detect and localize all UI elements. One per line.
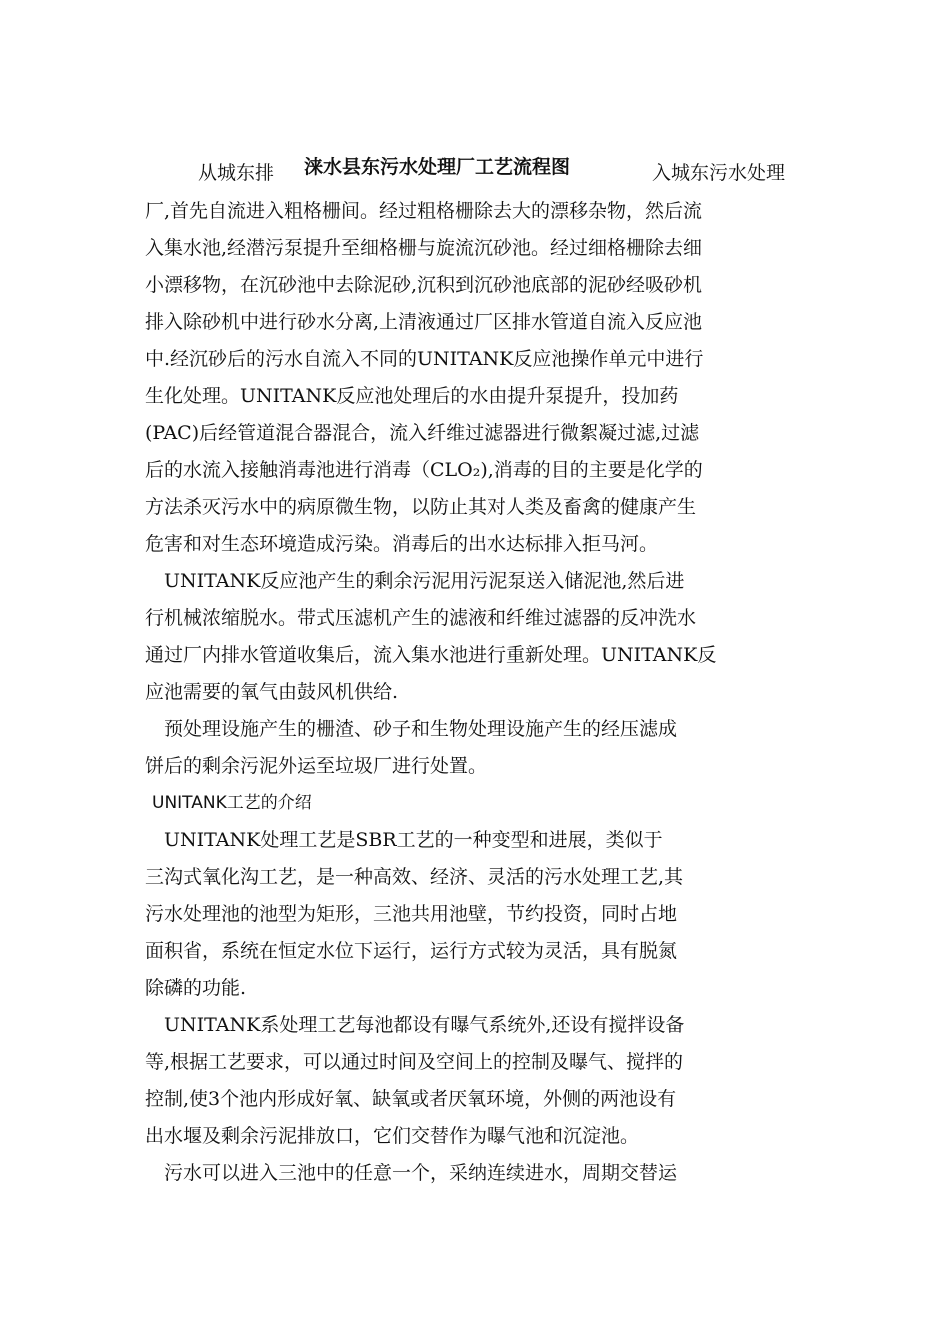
paragraph-line: 面积省，系统在恒定水位下运行，运行方式较为灵活，具有脱氮	[145, 940, 678, 962]
paragraph-line: 污水可以进入三池中的任意一个，采纳连续进水，周期交替运	[145, 1162, 678, 1184]
paragraph-line: 应池需要的氧气由鼓风机供给.	[145, 681, 399, 703]
paragraph-line: UNITANK系处理工艺每池都设有曝气系统外,还设有搅拌设备	[145, 1014, 685, 1036]
paragraph-line: 后的水流入接触消毒池进行消毒（CLO₂),消毒的目的主要是化学的	[145, 459, 703, 481]
first-line-left: 从城东排	[198, 162, 275, 184]
first-line-right: 入城东污水处理	[652, 162, 786, 184]
paragraph-line: 出水堰及剩余污泥排放口，它们交替作为曝气池和沉淀池。	[145, 1125, 640, 1147]
paragraph-line: 行机械浓缩脱水。带式压滤机产生的滤液和纤维过滤器的反冲洗水	[145, 607, 697, 629]
paragraph-line: 厂,首先自流进入粗格栅间。经过粗格栅除去大的漂移杂物，然后流	[145, 200, 703, 222]
paragraph-line: 三沟式氧化沟工艺，是一种高效、经济、灵活的污水处理工艺,其	[145, 866, 684, 888]
paragraph-line: 入集水池,经潜污泵提升至细格栅与旋流沉砂池。经过细格栅除去细	[145, 237, 703, 259]
paragraph-line: 等,根据工艺要求，可以通过时间及空间上的控制及曝气、搅拌的	[145, 1051, 684, 1073]
paragraph-line: 中.经沉砂后的污水自流入不同的UNITANK反应池操作单元中进行	[145, 348, 704, 370]
paragraph-line: 危害和对生态环境造成污染。消毒后的出水达标排入拒马河。	[145, 533, 659, 555]
paragraph-line: 方法杀灭污水中的病原微生物，以防止其对人类及畜禽的健康产生	[145, 496, 697, 518]
paragraph-line: UNITANK反应池产生的剩余污泥用污泥泵送入储泥池,然后进	[145, 570, 685, 592]
paragraph-line: (PAC)后经管道混合器混合，流入纤维过滤器进行微絮凝过滤,过滤	[145, 422, 700, 444]
section-heading: UNITANK工艺的介绍	[152, 793, 312, 813]
paragraph-line: 饼后的剩余污泥外运至垃圾厂进行处置。	[145, 755, 488, 777]
paragraph-line: 通过厂内排水管道收集后，流入集水池进行重新处理。UNITANK反	[145, 644, 717, 666]
paragraph-line: 排入除砂机中进行砂水分离,上清液通过厂区排水管道自流入反应池	[145, 311, 703, 333]
paragraph-line: 预处理设施产生的栅渣、砂子和生物处理设施产生的经压滤成	[145, 718, 678, 740]
paragraph-line: 控制,使3个池内形成好氧、缺氧或者厌氧环境，外侧的两池设有	[145, 1088, 677, 1110]
document-title: 涞水县东污水处理厂工艺流程图	[298, 154, 576, 180]
paragraph-line: UNITANK处理工艺是SBR工艺的一种变型和进展，类似于	[145, 829, 663, 851]
paragraph-line: 生化处理。UNITANK反应池处理后的水由提升泵提升，投加药	[145, 385, 679, 407]
paragraph-line: 小漂移物，在沉砂池中去除泥砂,沉积到沉砂池底部的泥砂经吸砂机	[145, 274, 703, 296]
paragraph-line: 污水处理池的池型为矩形，三池共用池壁，节约投资，同时占地	[145, 903, 678, 925]
paragraph-line: 除磷的功能.	[145, 977, 247, 999]
